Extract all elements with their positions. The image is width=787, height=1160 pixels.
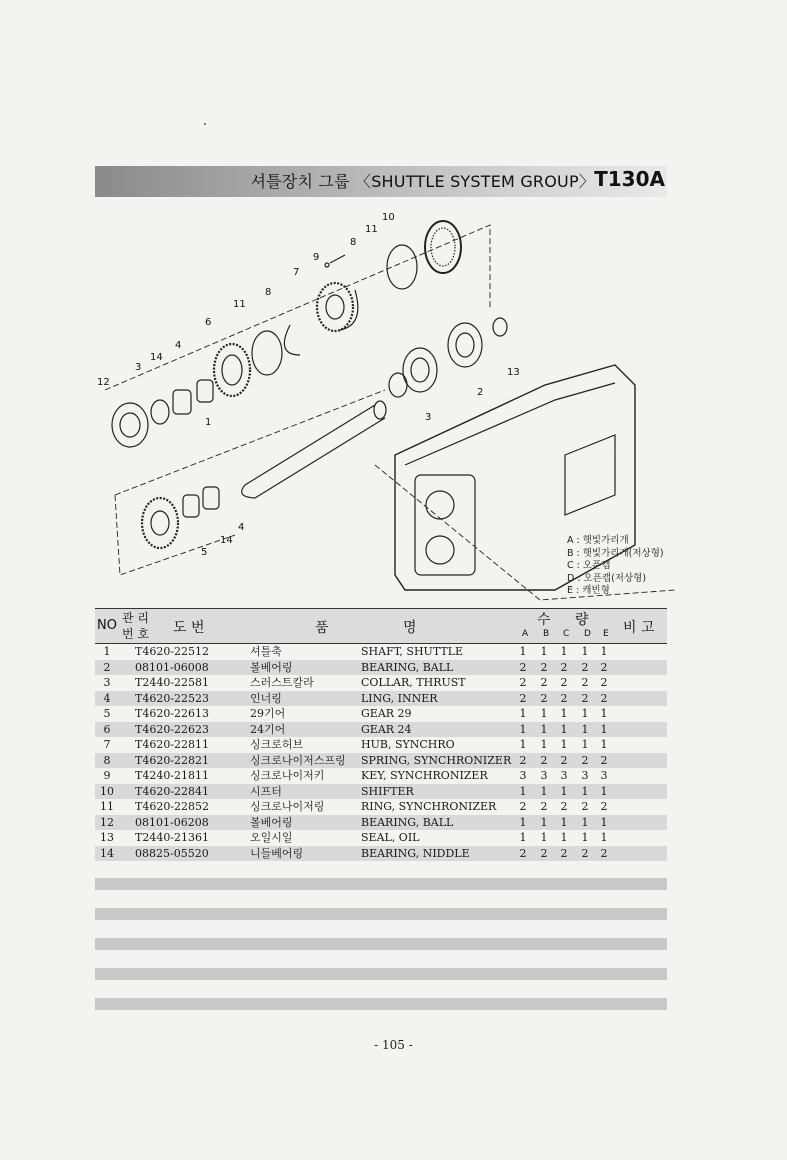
row-number: 2: [103, 660, 111, 674]
part-number: 08825-05520: [135, 846, 209, 860]
header-qty: 수 량: [537, 612, 589, 628]
callout-7: 7: [293, 267, 300, 278]
table-body: [95, 644, 667, 861]
row-number: 8: [103, 753, 111, 767]
qty-d: 3: [581, 769, 589, 782]
part-name-english: KEY, SYNCHRONIZER: [361, 769, 488, 782]
qty-d: 1: [581, 645, 589, 658]
header-no: NO: [97, 618, 117, 633]
qty-b: 2: [540, 800, 548, 813]
part-number: T4620-22811: [135, 738, 210, 751]
qty-a: 2: [519, 660, 527, 674]
qty-a: 3: [519, 769, 527, 782]
legend-item: E : 캐빈형: [567, 585, 610, 596]
part-name-english: BEARING, NIDDLE: [361, 846, 470, 860]
qty-b: 1: [540, 831, 548, 844]
qty-a: 2: [519, 846, 527, 860]
callout-6: 6: [205, 317, 212, 328]
legend-item: C : 오픈캡: [567, 560, 611, 571]
qty-a: 1: [519, 815, 527, 829]
table-header: [95, 608, 667, 644]
blank-row-strip: [95, 968, 667, 980]
qty-b: 2: [540, 753, 548, 767]
qty-c: 2: [560, 800, 568, 813]
parts-table: [95, 608, 667, 861]
qty-c: 2: [560, 691, 568, 705]
table-row: [95, 799, 667, 815]
table-row: [95, 815, 667, 831]
qty-c: 1: [560, 722, 568, 736]
part-number: T4620-22523: [135, 691, 210, 705]
qty-d: 1: [581, 722, 589, 736]
qty-b: 1: [540, 707, 548, 720]
qty-d: 2: [581, 676, 589, 689]
part-number: 08101-06008: [135, 660, 209, 674]
part-number: T4620-22623: [135, 722, 210, 736]
qty-col-a: A: [522, 629, 529, 639]
qty-e: 2: [600, 753, 608, 767]
row-number: 11: [100, 800, 114, 813]
qty-a: 1: [519, 738, 527, 751]
part-name-english: LING, INNER: [361, 691, 438, 705]
part-name-english: SPRING, SYNCHRONIZER: [361, 753, 512, 767]
part-number: 08101-06208: [135, 815, 209, 829]
row-number: 6: [103, 722, 111, 736]
part-name-korean: 싱크로허브: [250, 738, 304, 751]
part-name-english: GEAR 29: [361, 707, 412, 720]
qty-e: 1: [600, 722, 608, 736]
qty-e: 2: [600, 660, 608, 674]
qty-e: 1: [600, 831, 608, 844]
table-row: [95, 753, 667, 769]
row-number: 5: [103, 707, 111, 720]
qty-e: 3: [600, 769, 608, 782]
table-row: [95, 644, 667, 660]
table-row: [95, 691, 667, 707]
row-number: 13: [100, 831, 114, 844]
qty-b: 3: [540, 769, 548, 782]
callout-8: 8: [265, 287, 272, 298]
callout-4: 4: [175, 340, 182, 351]
callout-14b: 14: [220, 535, 233, 546]
part-number: T2440-22581: [135, 676, 210, 689]
row-number: 4: [103, 691, 111, 705]
blank-row-strip: [95, 998, 667, 1010]
callout-2: 2: [477, 387, 484, 398]
qty-c: 1: [560, 815, 568, 829]
part-number: T2440-21361: [135, 831, 210, 844]
qty-b: 1: [540, 784, 548, 798]
qty-col-d: D: [584, 629, 591, 639]
row-number: 7: [103, 738, 111, 751]
qty-b: 2: [540, 676, 548, 689]
part-name-english: BEARING, BALL: [361, 660, 454, 674]
header-ref-bottom: 번 호: [122, 627, 149, 641]
qty-e: 1: [600, 784, 608, 798]
qty-d: 1: [581, 707, 589, 720]
part-number: T4620-22512: [135, 645, 210, 658]
qty-a: 1: [519, 784, 527, 798]
callout-3: 3: [135, 362, 142, 373]
qty-c: 2: [560, 676, 568, 689]
qty-a: 1: [519, 722, 527, 736]
callout-10: 10: [382, 212, 395, 223]
qty-c: 3: [560, 769, 568, 782]
qty-b: 2: [540, 691, 548, 705]
callout-13: 13: [507, 367, 520, 378]
part-name-korean: 싱크로나이저스프링: [250, 753, 346, 767]
qty-b: 2: [540, 846, 548, 860]
part-name-korean: 싱크로나이저키: [250, 769, 325, 782]
table-row: [95, 768, 667, 784]
callout-5: 5: [201, 547, 208, 558]
section-header: [95, 166, 667, 197]
callout-9: 9: [313, 252, 320, 263]
row-number: 9: [103, 769, 111, 782]
part-name-korean: 인너링: [250, 691, 282, 705]
blank-row-strip: [95, 878, 667, 890]
part-number: T4620-22841: [135, 784, 210, 798]
qty-c: 1: [560, 645, 568, 658]
qty-d: 2: [581, 800, 589, 813]
legend-item: A : 햇빛가리개: [567, 535, 629, 546]
table-row: [95, 830, 667, 846]
part-name-english: SHIFTER: [361, 784, 414, 798]
qty-e: 2: [600, 800, 608, 813]
blank-row-strip: [95, 938, 667, 950]
qty-e: 1: [600, 815, 608, 829]
blank-row-strip: [95, 908, 667, 920]
qty-a: 2: [519, 753, 527, 767]
part-name-english: COLLAR, THRUST: [361, 676, 466, 689]
scan-speck: [204, 123, 206, 125]
qty-c: 2: [560, 846, 568, 860]
qty-d: 2: [581, 660, 589, 674]
table-row: [95, 675, 667, 691]
qty-a: 2: [519, 800, 527, 813]
qty-e: 1: [600, 738, 608, 751]
qty-col-b: B: [543, 629, 550, 639]
part-number: T4240-21811: [135, 769, 210, 782]
callout-8b: 8: [350, 237, 357, 248]
qty-a: 1: [519, 831, 527, 844]
part-name-english: SEAL, OIL: [361, 831, 420, 844]
qty-b: 2: [540, 660, 548, 674]
part-name-english: BEARING, BALL: [361, 815, 454, 829]
row-number: 3: [103, 676, 111, 689]
page-number: - 105 -: [374, 1038, 413, 1052]
row-number: 10: [100, 784, 114, 798]
row-number: 1: [103, 645, 111, 658]
qty-d: 1: [581, 738, 589, 751]
part-number: T4620-22852: [135, 800, 210, 813]
part-name-korean: 29기어: [250, 707, 286, 720]
qty-d: 2: [581, 691, 589, 705]
part-name-korean: 24기어: [250, 722, 286, 736]
qty-c: 1: [560, 707, 568, 720]
callout-12: 12: [97, 377, 110, 388]
table-row: [95, 737, 667, 753]
model-code: T130A: [594, 167, 665, 191]
qty-c: 1: [560, 831, 568, 844]
qty-c: 1: [560, 738, 568, 751]
section-title: 셔틀장치 그룹 〈SHUTTLE SYSTEM GROUP〉: [250, 172, 595, 191]
part-name-korean: 니들베어링: [250, 846, 304, 860]
part-number: T4620-22821: [135, 753, 210, 767]
row-number: 12: [100, 815, 114, 829]
part-name-korean: 셔틀축: [250, 645, 282, 658]
qty-b: 1: [540, 645, 548, 658]
qty-col-e: E: [603, 629, 609, 639]
table-row: [95, 784, 667, 800]
qty-d: 1: [581, 784, 589, 798]
legend-item: D : 오픈캡(저상형): [567, 572, 647, 584]
part-name-korean: 스러스트칼라: [250, 676, 314, 689]
qty-a: 2: [519, 676, 527, 689]
part-name-english: RING, SYNCHRONIZER: [361, 800, 497, 813]
header-ref-top: 관 리: [122, 611, 149, 625]
qty-a: 1: [519, 707, 527, 720]
qty-a: 2: [519, 691, 527, 705]
qty-d: 2: [581, 846, 589, 860]
qty-a: 1: [519, 645, 527, 658]
callout-11b: 11: [365, 224, 378, 235]
callout-1: 1: [205, 417, 212, 428]
qty-e: 1: [600, 707, 608, 720]
part-name-english: SHAFT, SHUTTLE: [361, 645, 464, 658]
part-name-korean: 싱크로나이저링: [250, 800, 325, 813]
qty-e: 1: [600, 645, 608, 658]
part-name-english: GEAR 24: [361, 722, 412, 736]
callout-14: 14: [150, 352, 163, 363]
qty-b: 1: [540, 738, 548, 751]
qty-c: 1: [560, 784, 568, 798]
table-row: [95, 722, 667, 738]
part-name-korean: 볼베어링: [250, 660, 293, 674]
callout-3b: 3: [425, 412, 432, 423]
qty-e: 2: [600, 691, 608, 705]
header-note: 비 고: [623, 620, 655, 636]
part-name-korean: 오일시일: [250, 831, 293, 844]
qty-d: 2: [581, 753, 589, 767]
qty-e: 2: [600, 846, 608, 860]
qty-c: 2: [560, 660, 568, 674]
part-name-korean: 시프터: [250, 784, 282, 798]
qty-e: 2: [600, 676, 608, 689]
legend: [567, 535, 664, 598]
qty-d: 1: [581, 831, 589, 844]
table-row: [95, 660, 667, 676]
part-number: T4620-22613: [135, 707, 210, 720]
header-name: 품 명: [315, 620, 417, 636]
row-number: 14: [100, 846, 114, 860]
qty-col-c: C: [563, 629, 570, 639]
qty-b: 1: [540, 815, 548, 829]
qty-c: 2: [560, 753, 568, 767]
table-row: [95, 846, 667, 862]
callout-4b: 4: [238, 522, 245, 533]
callout-11: 11: [233, 299, 246, 310]
qty-b: 1: [540, 722, 548, 736]
header-drawing: 도 번: [173, 620, 205, 636]
table-row: [95, 706, 667, 722]
part-name-korean: 볼베어링: [250, 815, 293, 829]
part-name-english: HUB, SYNCHRO: [361, 738, 455, 751]
legend-item: B : 햇빛가리개(저상형): [567, 547, 664, 559]
qty-d: 1: [581, 815, 589, 829]
